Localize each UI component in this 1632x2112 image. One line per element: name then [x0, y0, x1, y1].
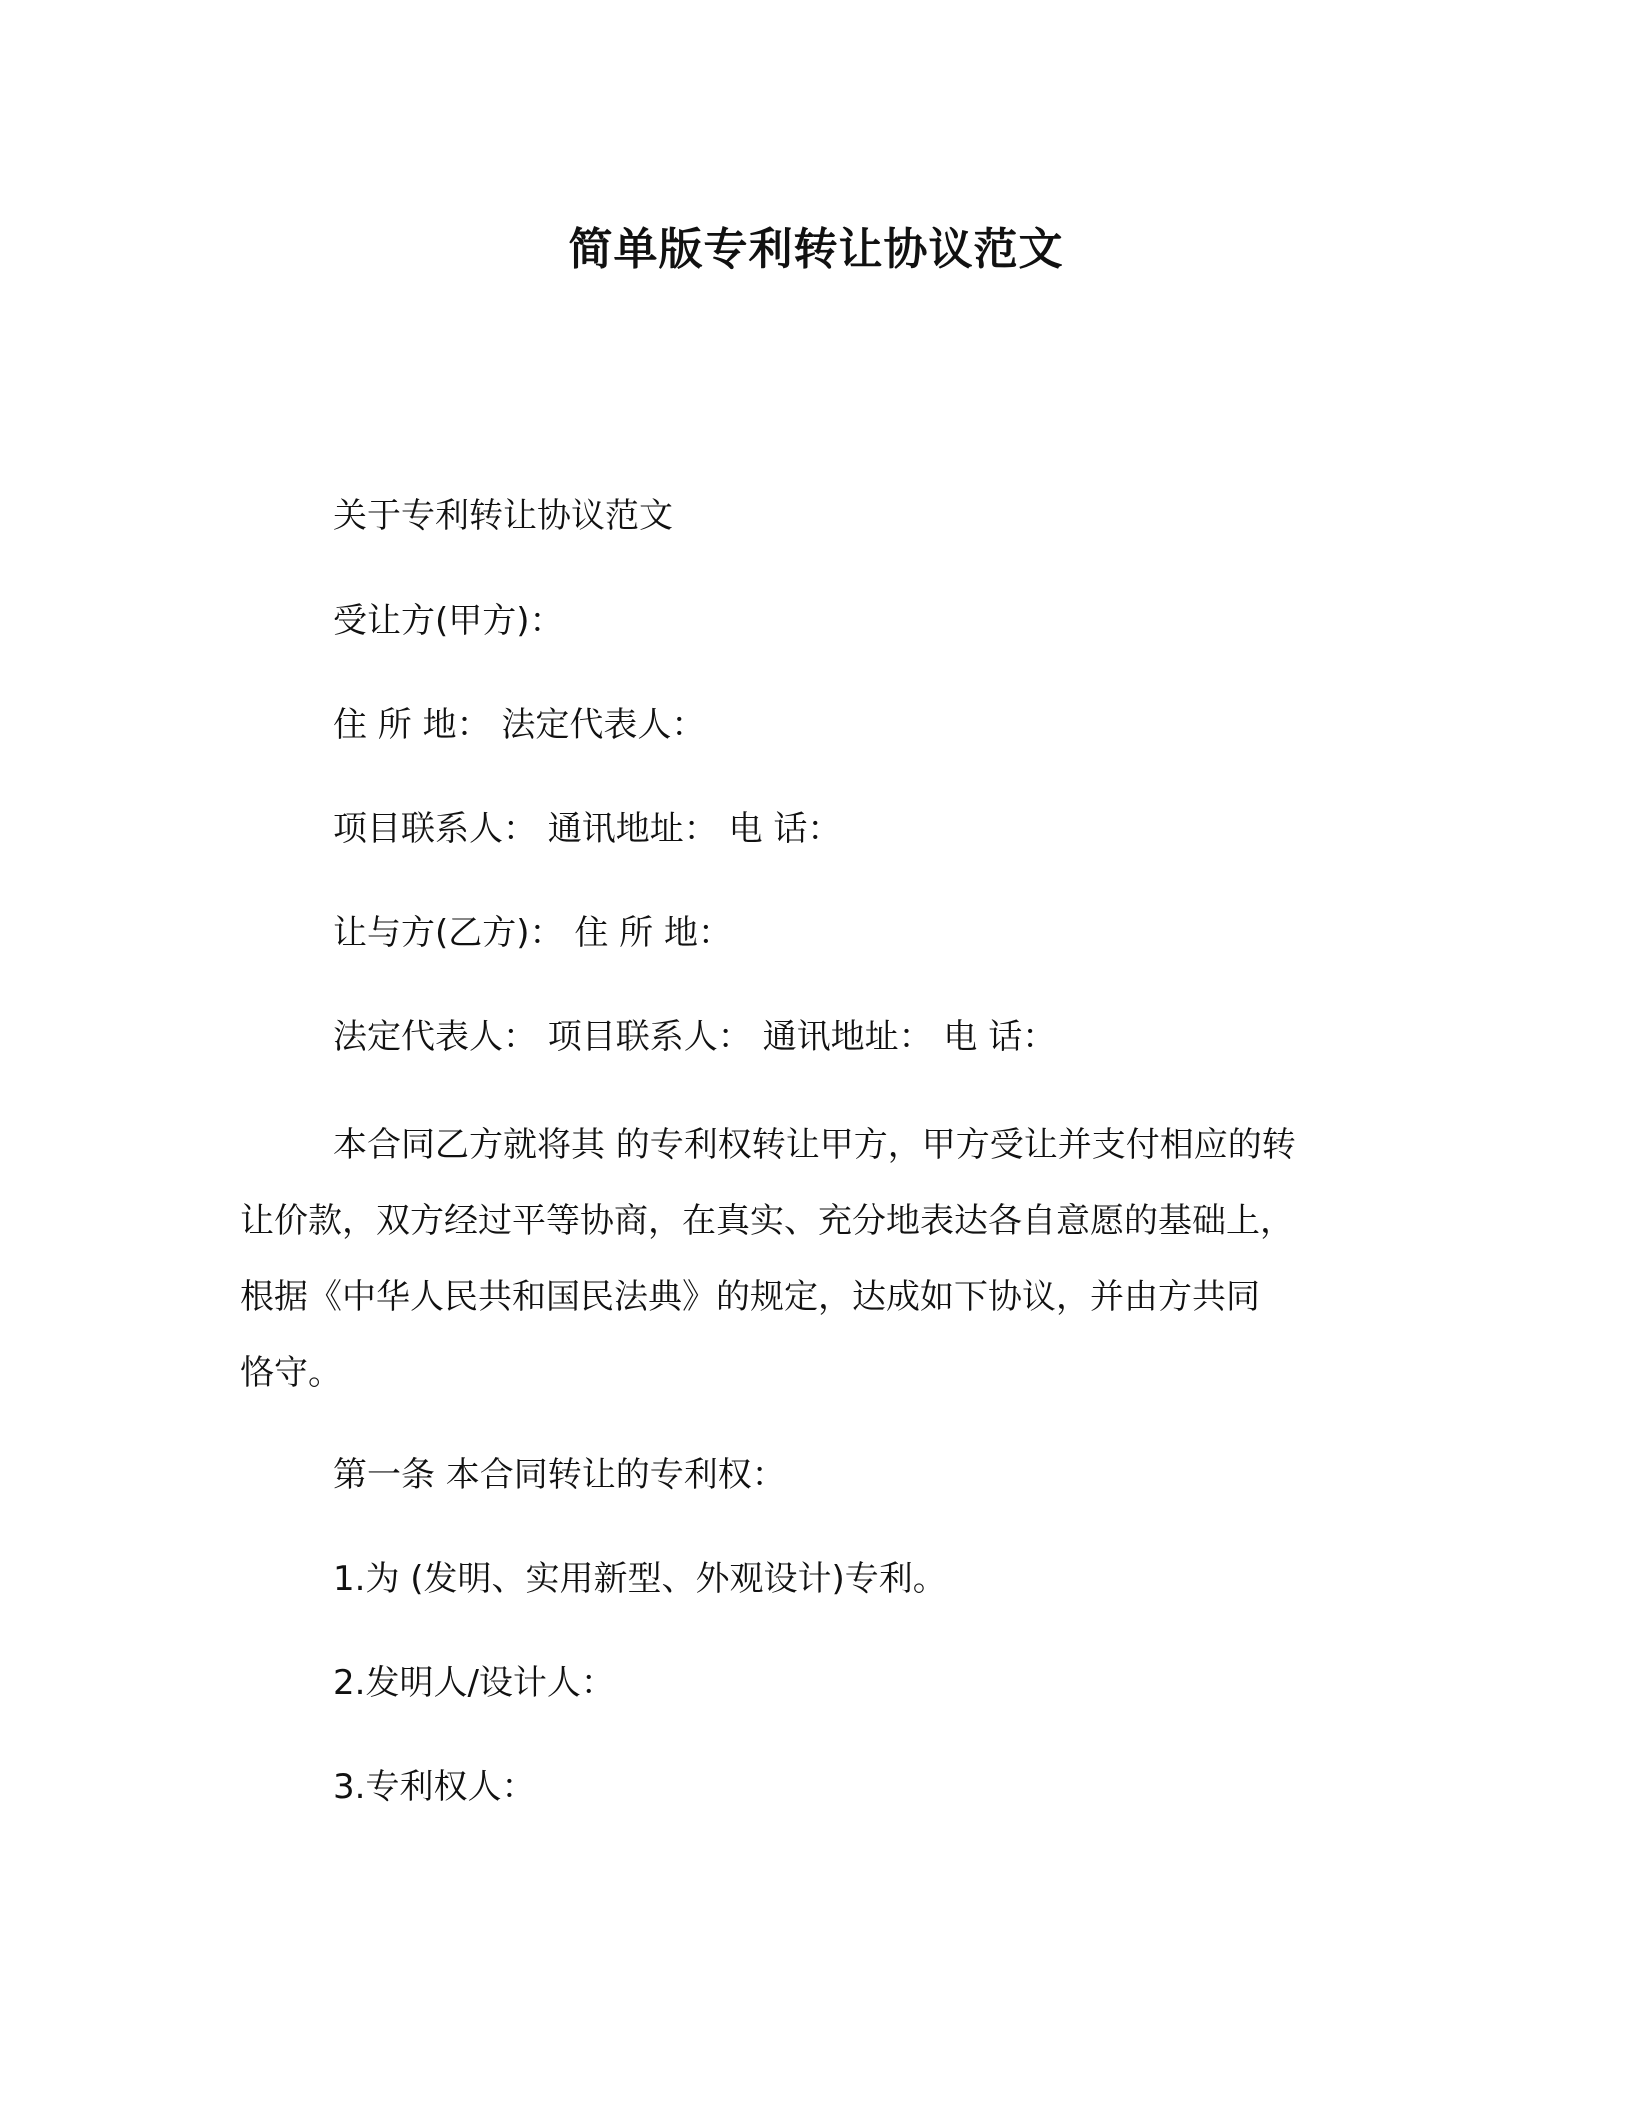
party-a-address-line: 住 所 地： 法定代表人：	[333, 705, 706, 745]
paragraph-row: 让价款，双方经过平等协商，在真实、充分地表达各自意愿的基础上，	[240, 1201, 1294, 1241]
article-one-heading: 第一条 本合同转让的专利权：	[333, 1455, 786, 1495]
paragraph-row: 恪守。	[240, 1353, 342, 1393]
article-item-3: 3.专利权人：	[333, 1767, 536, 1807]
subtitle-line: 关于专利转让协议范文	[333, 496, 673, 536]
party-a-contact-line: 项目联系人： 通讯地址： 电 话：	[333, 809, 842, 849]
intro-paragraph	[240, 1107, 1390, 1411]
article-item-1: 1.为 (发明、实用新型、外观设计)专利。	[333, 1559, 947, 1599]
party-b-line: 让与方(乙方)： 住 所 地：	[333, 913, 732, 953]
party-b-contact-line: 法定代表人： 项目联系人： 通讯地址： 电 话：	[333, 1017, 1057, 1057]
paragraph-row: 根据《中华人民共和国民法典》的规定，达成如下协议，并由方共同	[240, 1277, 1260, 1317]
article-item-2: 2.发明人/设计人：	[333, 1663, 615, 1703]
paragraph-row: 本合同乙方就将其 的专利权转让甲方，甲方受让并支付相应的转	[333, 1125, 1296, 1165]
document-title: 简单版专利转让协议范文	[568, 224, 1064, 275]
party-a-line: 受让方(甲方)：	[333, 601, 564, 641]
